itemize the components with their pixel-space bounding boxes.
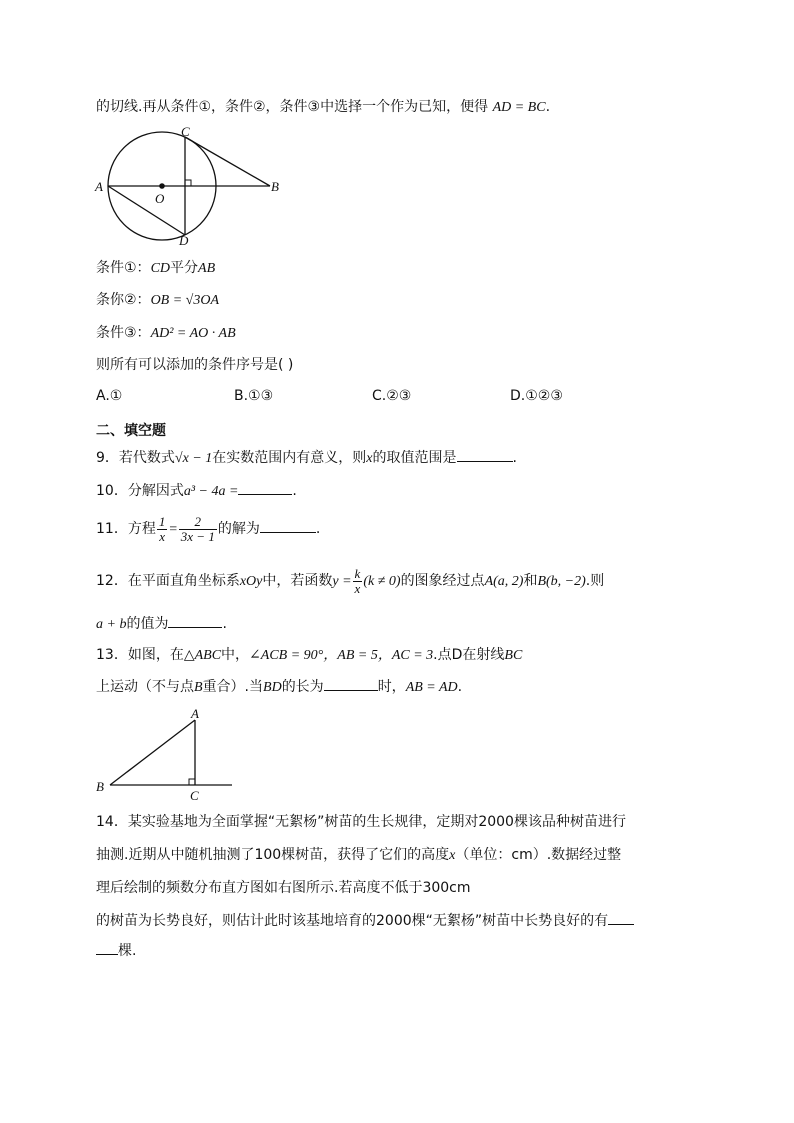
q13-text-3: 重合）.当 xyxy=(202,679,264,695)
answer-blank[interactable] xyxy=(238,480,292,495)
q14-text-3: 的树苗为长势良好，则估计此时该基地培育的2000棵“无絮杨”树苗中长势良好的有 xyxy=(96,913,609,929)
option-c[interactable]: C.②③ xyxy=(372,388,412,404)
q12-and: 和 xyxy=(523,573,538,589)
condition-3 xyxy=(96,323,236,344)
q9-end: . xyxy=(512,450,517,466)
q12-point-b: B(b, −2) xyxy=(537,574,586,589)
answer-blank[interactable] xyxy=(608,910,634,925)
answer-blank-continued[interactable] xyxy=(96,940,118,955)
q12-point-a: A(a, 2) xyxy=(484,574,524,589)
q9-text: 在实数范围内有意义，则 xyxy=(212,450,367,466)
q13-ac: AC = 3 xyxy=(391,648,434,663)
intro-suffix: . xyxy=(545,99,551,115)
q14-var: x xyxy=(449,848,456,863)
label-a: A xyxy=(191,706,199,721)
condition-2 xyxy=(96,290,219,311)
question-12-line-1 xyxy=(96,562,604,601)
q13-text-5: 时， xyxy=(377,679,406,695)
condition-1 xyxy=(96,258,215,279)
q13-eq: AB = AD xyxy=(405,680,458,695)
question-14-line-3: 理后绘制的频数分布直方图如右图所示.若高度不低于300cm xyxy=(96,880,471,896)
option-d[interactable]: D.①②③ xyxy=(510,388,563,404)
condition-math: AD² = AO · AB xyxy=(150,326,236,341)
question-13-line-1 xyxy=(96,645,522,666)
question-14-line-4 xyxy=(96,910,634,931)
q12-cond: (k ≠ 0) xyxy=(363,574,401,589)
q12-y: y = xyxy=(332,574,352,589)
label-o: O xyxy=(155,191,165,206)
q11-text: 的解为 xyxy=(217,521,260,537)
q13-ab: AB = 5， xyxy=(337,648,392,663)
q9-var: x xyxy=(366,451,373,466)
q12-text-3: 的值为 xyxy=(126,616,169,632)
q9-tail: 的取值范围是 xyxy=(372,450,457,466)
question-10 xyxy=(96,480,297,502)
intro-math: AD = BC xyxy=(492,100,546,115)
question-8-prompt: 则所有可以添加的条件序号是( ) xyxy=(96,357,294,373)
option-b[interactable]: B.①③ xyxy=(234,388,274,404)
question-14-line-1: 14．某实验基地为全面掌握“无絮杨”树苗的生长规律，定期对2000棵该品种树苗进行 xyxy=(96,814,626,830)
q11-number: 11．方程 xyxy=(96,521,156,537)
q13-bc: BC xyxy=(504,648,523,663)
q14-end: 棵. xyxy=(118,943,137,959)
label-b: B xyxy=(96,779,104,794)
q13-triangle: △ABC xyxy=(183,648,222,663)
q13-end: . xyxy=(457,679,463,695)
condition-math: OB = √3OA xyxy=(150,293,220,308)
q12-fraction: $\frac{k}{x}$ xyxy=(354,565,361,596)
q9-number: 9．若代数式 xyxy=(96,450,175,466)
question-14-line-5 xyxy=(96,940,136,961)
q13-b: B xyxy=(194,680,203,695)
q12-sum: a + b xyxy=(96,617,127,632)
right-triangle-figure xyxy=(92,705,242,805)
question-14-line-2 xyxy=(96,845,621,866)
q12-number: 12．在平面直角坐标系 xyxy=(96,573,240,589)
intro-text: 的切线.再从条件①，条件②，条件③中选择一个作为已知，便得 xyxy=(96,99,489,115)
q13-text: 中， xyxy=(221,647,250,663)
label-a: A xyxy=(95,179,103,194)
q11-end: . xyxy=(315,521,321,537)
circle-tangent-figure xyxy=(92,126,292,246)
q11-fraction-2: $\frac{2}{3x - 1}$ xyxy=(180,513,215,544)
answer-blank[interactable] xyxy=(324,676,378,691)
q14-text: 抽测.近期从中随机抽测了100棵树苗，获得了它们的高度 xyxy=(96,847,450,863)
q13-text-4: 的长为 xyxy=(281,679,324,695)
label-c: C xyxy=(181,126,190,139)
q9-sqrt: √x − 1 xyxy=(174,451,213,466)
condition-math: CD xyxy=(150,261,171,276)
q13-bd: BD xyxy=(263,680,282,695)
question-9 xyxy=(96,447,517,469)
condition-label: 条件①： xyxy=(96,260,151,276)
q12-then: .则 xyxy=(585,573,605,589)
q13-number: 13．如图，在 xyxy=(96,647,184,663)
q13-text-2: 上运动（不与点 xyxy=(96,679,194,695)
condition-label: 条你②： xyxy=(96,292,151,308)
question-13-line-2 xyxy=(96,676,462,698)
q13-point: .点D在射线 xyxy=(433,647,505,663)
option-a[interactable]: A.① xyxy=(96,388,123,404)
condition-label: 条件③： xyxy=(96,325,151,341)
q12-text: 中，若函数 xyxy=(262,573,333,589)
question-12-line-2 xyxy=(96,613,227,635)
question-11 xyxy=(96,510,320,549)
q10-end: . xyxy=(292,483,297,499)
label-d: D xyxy=(179,233,189,246)
answer-blank[interactable] xyxy=(260,518,316,533)
condition-text: 平分 xyxy=(170,260,199,276)
answer-blank[interactable] xyxy=(168,613,222,628)
q11-equals: = xyxy=(168,522,178,537)
q12-coord: xOy xyxy=(239,574,263,589)
label-b: B xyxy=(271,179,279,194)
answer-blank[interactable] xyxy=(457,447,513,462)
section-title: 二、填空题 xyxy=(96,423,166,439)
label-c: C xyxy=(190,788,199,803)
q10-math: a³ − 4a = xyxy=(183,484,239,499)
q11-fraction-1: $\frac{1}{x}$ xyxy=(158,513,166,544)
q13-angle: ∠ACB = 90°， xyxy=(249,648,338,663)
q10-number: 10．分解因式 xyxy=(96,483,184,499)
q12-end: . xyxy=(222,616,227,632)
q14-text-2: （单位：cm）.数据经过整 xyxy=(455,847,622,863)
condition-math-2: AB xyxy=(198,261,216,276)
intro-line xyxy=(96,97,550,118)
q12-text-2: 的图象经过点 xyxy=(400,573,485,589)
